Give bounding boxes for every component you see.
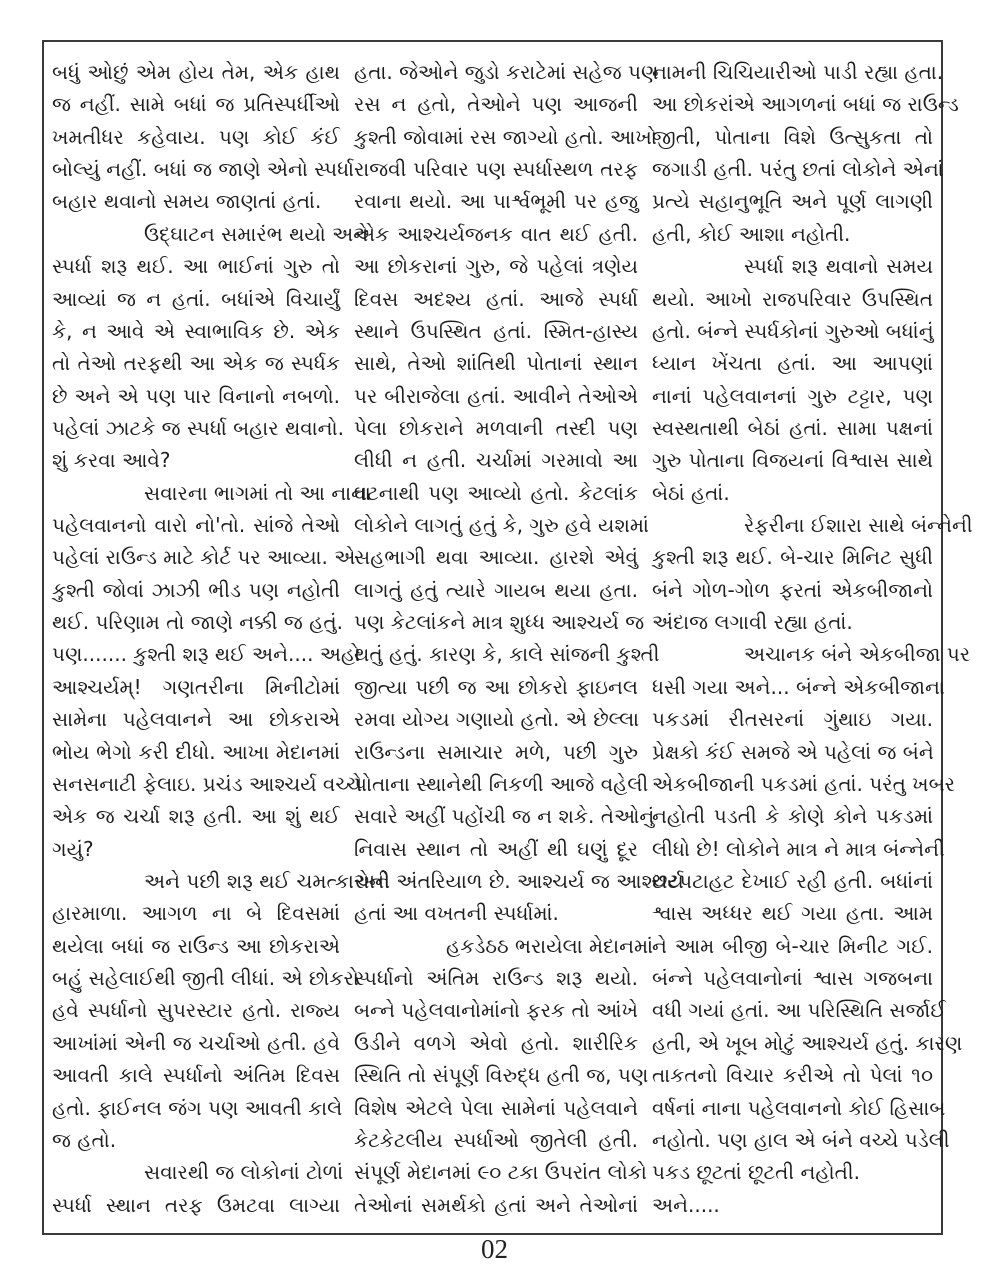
text-line: ધ્યાન ખેંચતા હતાં. આ આપણાં xyxy=(652,351,933,376)
text-line: પ્રત્યે સહાનુભૂતિ અને પૂર્ણ લાગણી xyxy=(652,189,933,214)
text-line: સામેના પહેલવાનને આ છોકરાએ xyxy=(52,707,340,732)
text-line: આવ્યાં જ ન હતાં. બધાંએ વિચાર્યું xyxy=(52,286,340,311)
text-line: રાઉન્ડના સમાચાર મળે, પછી ગુરુ xyxy=(354,739,638,764)
text-line: લીધો છે! લોકોને માત્ર ને માત્ર બંન્નેની xyxy=(652,836,945,861)
text-line: આશ્ચર્યમ્! ગણતરીના મિનીટોમાં xyxy=(52,674,340,699)
text-line: વધી ગયાં હતાં. આ પરિસ્થિતિ સર્જાઈ xyxy=(652,998,946,1023)
text-line: જીતી, પોતાના વિશે ઉત્સુકતા તો xyxy=(652,124,933,149)
text-line: તેઓનાં સમર્થકો હતાં અને તેઓનાં xyxy=(354,1192,638,1217)
text-line: અંદાજ લગાવી રહ્યા હતાં. xyxy=(652,610,853,635)
text-line: સવારથી જ લોકોનાં ટોળાં xyxy=(144,1160,344,1185)
text-line: જ નહીં. સામે બધાં જ પ્રતિસ્પર્ધીઓ xyxy=(52,92,340,117)
text-line: પણ કેટલાંકને માત્ર શુધ્ધ આશ્ચર્ય જ xyxy=(354,610,645,635)
text-line: બંન્ને પહેલવાનોનાં શ્વાસ ગજબના xyxy=(652,966,933,991)
text-line: થયેલા બધાં જ રાઉન્ડ આ છોકરાએ xyxy=(52,933,340,958)
text-line: કેટકેટલીય સ્પર્ધાઓ જીતેલી હતી. xyxy=(354,1127,638,1152)
text-line: રસ ન હતો, તેઓને પણ આજની xyxy=(354,92,638,117)
text-line: રાજવી પરિવાર પણ સ્પર્ધાસ્થળ તરફ xyxy=(354,157,638,182)
text-line: પર બીરાજેલા હતાં. આવીને તેઓએ xyxy=(354,383,638,408)
text-line: હકડેઠઠ ભરાયેલા મેદાનમાં xyxy=(446,933,654,958)
text-line: એક જ ચર્ચા શરૂ હતી. આ શું થઈ xyxy=(52,804,340,829)
text-line: ધસી ગયા અને... બંન્ને એકબીજાના xyxy=(652,674,945,699)
paragraph xyxy=(52,1156,344,1221)
text-line: જીત્યા પછી જ આ છોકરો ફાઇનલ xyxy=(354,674,638,699)
paragraph xyxy=(652,1189,933,1221)
text-line: ઉદ્ઘાટન સમારંભ થયો અને xyxy=(144,221,369,246)
text-line: હતી, કોઈ આશા નહોતી. xyxy=(652,221,851,246)
text-line: સ્વસ્થતાથી બેઠાં હતાં. સામા પક્ષનાં xyxy=(652,415,933,440)
text-line: સ્પર્ધા સ્થાન તરફ ઉમટવા લાગ્યા xyxy=(52,1192,340,1217)
text-line: રેફરીના ઈશારા સાથે બંન્નેની xyxy=(744,513,973,538)
text-line: પોતાના સ્થાનેથી નિકળી આજે વહેલી xyxy=(354,771,649,796)
text-line: સ્પર્ધા શરૂ થઈ. આ ભાઈનાં ગુરુ તો xyxy=(52,254,340,279)
text-line: કુશ્તી શરૂ થઈ. બે-ચાર મિનિટ સુધી xyxy=(652,545,933,570)
text-line: રમવા યોગ્ય ગણાયો હતો. એ છેલ્લા xyxy=(354,707,640,732)
text-line: સનસનાટી ફેલાઇ. પ્રચંડ આશ્ચર્ય વચ્ચે xyxy=(52,771,363,796)
text-line: ને આમ બીજી બે-ચાર મિનીટ ગઈ. xyxy=(652,933,933,958)
text-line: જ હતો. xyxy=(52,1127,117,1152)
text-line: સંપૂર્ણ મેદાનમાં ૯૦ ટકા ઉપરાંત લોકો xyxy=(354,1160,647,1185)
text-line: એક આશ્ચર્યજનક વાત થઈ હતી. xyxy=(354,221,638,246)
text-line: સવારના ભાગમાં તો આ નાના xyxy=(144,480,371,505)
text-line: સવારે અહીં પહોંચી જ ન શકે. તેઓનું xyxy=(354,804,655,829)
text-line: શ્વાસ અધ્ધર થઈ ગયા હતા. આમ xyxy=(652,901,933,926)
text-line: આવતી કાલે સ્પર્ધાનો અંતિમ દિવસ xyxy=(52,1063,340,1088)
paragraph xyxy=(52,218,369,477)
text-line: પકડ છૂટતાં છૂટતી નહોતી. xyxy=(652,1160,860,1185)
paragraph xyxy=(52,477,371,865)
text-line: સહભાગી થવા આવ્યા. હારશે એવું xyxy=(354,545,638,570)
text-line: બહું સહેલાઈથી જીતી લીધાં. એ છોકરો xyxy=(52,966,359,991)
text-line: બહાર થવાનો સમય જાણતાં હતાં. xyxy=(52,189,322,214)
text-line: તો તેઓ તરફથી આ એક જ સ્પર્ધક xyxy=(52,351,340,376)
text-line: પહેલાં ઝાટકે જ સ્પર્ધા બહાર થવાનો. xyxy=(52,415,344,440)
text-line: અને અંતરિયાળ છે. આશ્ચર્ય જ આશ્ચર્ય xyxy=(354,868,684,893)
text-line: વર્ષનાં નાના પહેલવાનનો કોઈ હિસાબ xyxy=(652,1095,946,1120)
text-line: પેલા છોકરાને મળવાની તસ્દી પણ xyxy=(354,415,638,440)
paragraph xyxy=(652,638,971,1188)
text-line: કે, ન આવે એ સ્વાભાવિક છે. એક xyxy=(52,318,340,343)
paragraph xyxy=(354,56,684,930)
text-line: બધું ઓછું એમ હોય તેમ, એક હાથ xyxy=(52,60,340,84)
text-line: પહેલવાનનો વારો નો'તો. સાંજે તેઓ xyxy=(52,513,340,538)
text-line: એકબીજાની પકડમાં હતાં. પરંતુ ખબર xyxy=(652,771,956,796)
text-line: લીધી ન હતી. ચર્ચામાં ગરમાવો આ xyxy=(354,448,638,473)
text-line: પહેલાં રાઉન્ડ માટે કોર્ટ પર આવ્યા. એ xyxy=(52,545,356,570)
text-line: સ્થાને ઉપસ્થિત હતાં. સ્મિત-હાસ્ય xyxy=(354,318,638,343)
text-line: થતું હતું. કારણ કે, કાલે સાંજની કુશ્તી xyxy=(354,642,660,667)
text-line: સ્થિતિ તો સંપૂર્ણ વિરુદ્ધ હતી જ, પણ xyxy=(354,1063,649,1088)
text-line: હતા. જેઓને જુડો કરાટેમાં સહેજ પણ xyxy=(354,60,659,84)
text-line: નહોતો. પણ હાલ એ બંને વચ્ચે પડેલી xyxy=(652,1127,950,1152)
text-line: પણ....... કુશ્તી શરૂ થઈ અને.... અહો xyxy=(52,642,361,667)
text-line: આ છોકરાંએ આગળનાં બધાં જ રાઉન્ડ xyxy=(652,92,959,117)
text-line: વિશેષ એટલે પેલા સામેનાં પહેલવાને xyxy=(354,1095,638,1120)
text-line: અને પછી શરૂ થઈ ચમત્કારોની xyxy=(144,868,390,893)
text-line: શું કરવા આવે? xyxy=(52,448,171,473)
text-line: હવે સ્પર્ધાનો સુપરસ્ટાર હતો. રાજ્ય xyxy=(52,998,340,1023)
text-line: સાથે, તેઓ શાંતિથી પોતાનાં સ્થાન xyxy=(354,351,638,376)
text-line: બેઠાં હતાં. xyxy=(652,480,730,505)
page-number: 02 xyxy=(481,1234,508,1264)
text-line: કુશ્તી જોવાં ઝાઝી ભીડ પણ નહોતી xyxy=(52,577,340,602)
text-line: દિવસ અદશ્ય હતાં. આજે સ્પર્ધા xyxy=(354,286,638,311)
text-line: છટપટાહટ દેખાઈ રહી હતી. બધાંનાં xyxy=(652,868,933,893)
text-line: ગયું? xyxy=(52,836,94,861)
text-line: બોલ્યું નહીં. બધાં જ જાણે એનો સ્પર્ધા xyxy=(52,157,355,182)
text-line: તાકતનો વિચાર કરીએ તો પેલાં ૧૦ xyxy=(652,1063,933,1088)
text-line: ખમતીધર કહેવાય. પણ કોઈ કંઈ xyxy=(52,124,340,149)
text-line: સ્પર્ધાનો અંતિમ રાઉન્ડ શરૂ થયો. xyxy=(354,966,638,991)
text-column-2 xyxy=(354,56,684,1221)
text-line: આખાંમાં એની જ ચર્ચાઓ હતી. હવે xyxy=(52,1030,340,1055)
paragraph xyxy=(52,56,355,218)
text-line: હતો. બંન્ને સ્પર્ધકોનાં ગુરુઓ બધાંનું xyxy=(652,318,934,343)
text-line: ગુરુ પોતાના વિજયનાં વિશ્વાસ સાથે xyxy=(652,448,933,473)
text-line: જગાડી હતી. પરંતુ છતાં લોકોને એનાં xyxy=(652,157,944,182)
text-line: કુશ્તી જોવામાં રસ જાગ્યો હતો. આખો xyxy=(354,124,657,149)
text-line: છે અને એ પણ પાર વિનાનો નબળો. xyxy=(52,383,340,408)
text-line: ઉડીને વળગે એવો હતો. શારીરિક xyxy=(354,1030,638,1055)
text-line: અને..... xyxy=(652,1192,720,1217)
text-column-1 xyxy=(52,56,390,1221)
text-line: થયો. આખો રાજપરિવાર ઉપસ્થિત xyxy=(652,286,933,311)
text-line: આ છોકરાનાં ગુરુ, જે પહેલાં ત્રણેય xyxy=(354,254,638,279)
text-line: નાનાં પહેલવાનનાં ગુરુ ટટ્ટાર, પણ xyxy=(652,383,933,408)
paragraph xyxy=(354,930,654,1221)
text-line: હારમાળા. આગળ ના બે દિવસમાં xyxy=(52,901,340,926)
text-line: લોકોને લાગતું હતું કે, ગુરુ હવે યશમાં xyxy=(354,513,649,538)
text-line: અચાનક બંને એકબીજા પર xyxy=(744,642,971,667)
text-line: હતી, એ ખૂબ મોટું આશ્ચર્ય હતું. કારણ xyxy=(652,1030,963,1055)
text-line: પ્રેક્ષકો કંઈ સમજે એ પહેલાં જ બંને xyxy=(652,739,934,764)
text-line: ભોય ભેગો કરી દીધો. આખા મેદાનમાં xyxy=(52,739,340,764)
text-line: નામની ચિચિયારીઓ પાડી રહ્યા હતા. xyxy=(652,60,944,84)
text-line: હતો. ફાઈનલ જંગ પણ આવતી કાલે xyxy=(52,1095,343,1120)
paragraph xyxy=(52,865,390,1156)
text-line: સ્પર્ધા શરૂ થવાનો સમય xyxy=(744,254,933,279)
text-line: પકડમાં રીતસરનાં ગુંથાઇ ગયા. xyxy=(652,707,933,732)
paragraph xyxy=(652,509,973,638)
text-column-3 xyxy=(652,56,973,1221)
text-line: ઘટનાથી પણ આવ્યો હતો. કેટલાંક xyxy=(354,480,638,505)
text-line: થઈ. પરિણામ તો જાણે નક્કી જ હતું. xyxy=(52,610,343,635)
text-line: લાગતું હતું ત્યારે ગાયબ થયા હતા. xyxy=(354,577,638,602)
paragraph xyxy=(652,250,933,509)
text-line: હતાં આ વખતની સ્પર્ધામાં. xyxy=(354,901,559,926)
text-line: નિવાસ સ્થાન તો અહીં થી ઘણું દૂર xyxy=(354,836,638,861)
text-line: નહોતી પડતી કે કોણે કોને પકડમાં xyxy=(652,804,933,829)
text-line: રવાના થયો. આ પાર્શ્વભૂમી પર હજુ xyxy=(354,189,638,214)
text-line: બન્ને પહેલવાનોમાંનો ફરક તો આંખે xyxy=(354,998,638,1023)
paragraph xyxy=(652,56,959,250)
text-line: બંને ગોળ-ગોળ ફરતાં એકબીજાનો xyxy=(652,577,933,602)
